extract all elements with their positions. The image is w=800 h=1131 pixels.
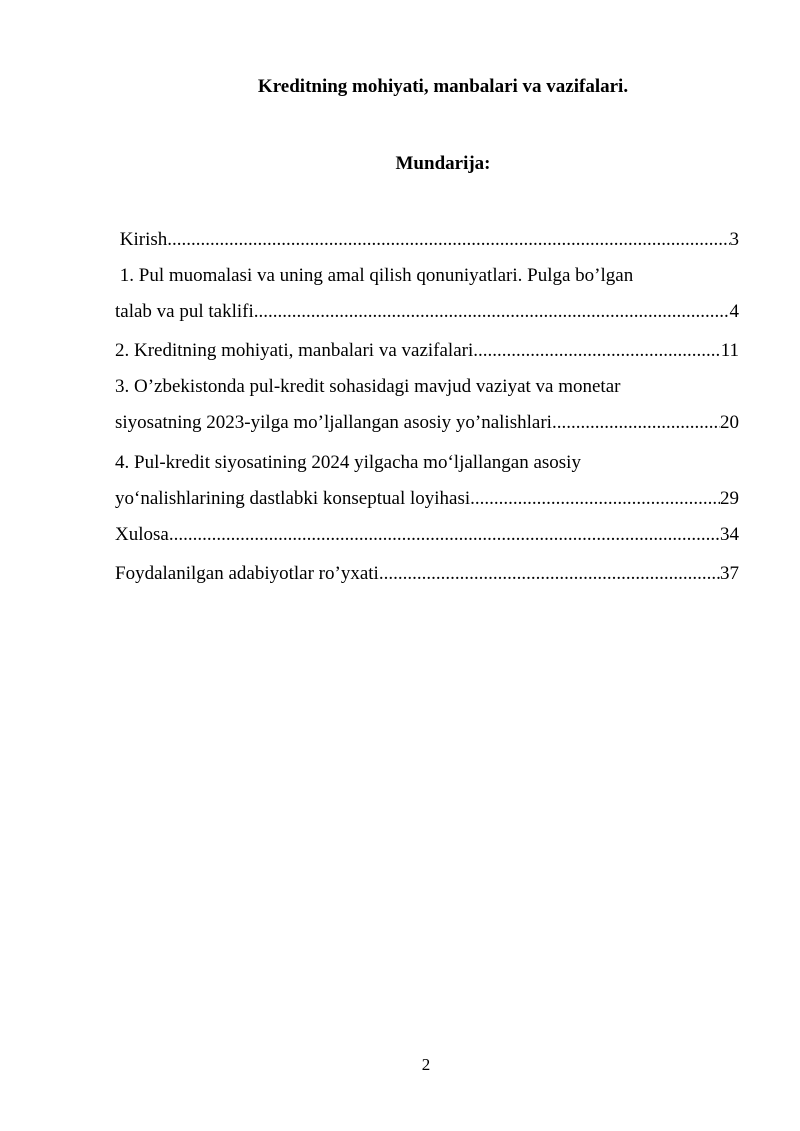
toc-entry-title: Xulosa <box>115 524 169 545</box>
toc-entry-title: 4. Pul-kredit siyosatining 2024 yilgacha mo‘ljallangan asosiy <box>115 452 581 473</box>
toc-entry-2[interactable] <box>115 338 739 364</box>
toc-entry-page: 11 <box>720 340 739 361</box>
toc-entry-title-cont: siyosatning 2023-yilga mo’ljallangan asosiy yo’nalishlari <box>115 412 552 433</box>
toc-entry-adabiyotlar[interactable] <box>115 561 739 587</box>
toc-entry-page: 29 <box>720 488 739 509</box>
page-number: 2 <box>421 1055 431 1074</box>
toc-entry-title-cont: yo‘nalishlarining dastlabki konseptual loyihasi <box>115 488 471 509</box>
toc-entry-3-line-2[interactable] <box>115 410 739 436</box>
toc-entry-4-line-2[interactable] <box>115 486 739 512</box>
toc-entry-page: 4 <box>729 301 739 322</box>
toc-entry-page: 37 <box>720 563 739 584</box>
toc-entry-title: 3. O’zbekistonda pul-kredit sohasidagi mavjud vaziyat va monetar <box>115 376 621 397</box>
dot-leader <box>552 410 720 436</box>
dot-leader <box>473 338 720 364</box>
dot-leader <box>254 299 730 325</box>
toc-entry-title-cont: talab va pul taklifi <box>115 301 254 322</box>
toc-entry-title: 1. Pul muomalasi va uning amal qilish qonuniyatlari. Pulga bo’lgan <box>115 265 634 286</box>
dot-leader <box>167 227 729 253</box>
dot-leader <box>169 522 720 548</box>
toc-entry-xulosa[interactable] <box>115 522 739 548</box>
toc-entry-title: Kirish <box>115 229 168 250</box>
document-title: Kreditning mohiyati, manbalari va vazifalari. <box>257 76 629 97</box>
toc-entry-4-line-1[interactable] <box>115 450 739 476</box>
toc-entry-3-line-1[interactable] <box>115 374 739 400</box>
toc-entry-page: 3 <box>729 229 739 250</box>
toc-entry-page: 34 <box>720 524 739 545</box>
dot-leader <box>379 561 720 587</box>
toc-entry-1-line-2[interactable] <box>115 299 739 325</box>
toc-entry-1-line-1[interactable] <box>115 263 739 289</box>
toc-heading: Mundarija: <box>395 153 491 174</box>
dot-leader <box>470 486 720 512</box>
toc-entry-page: 20 <box>720 412 739 433</box>
toc-entry-title: Foydalanilgan adabiyotlar ro’yxati <box>115 563 379 584</box>
toc-entry-title: 2. Kreditning mohiyati, manbalari va vazifalari <box>115 340 474 361</box>
toc-entry-kirish[interactable] <box>115 227 739 253</box>
